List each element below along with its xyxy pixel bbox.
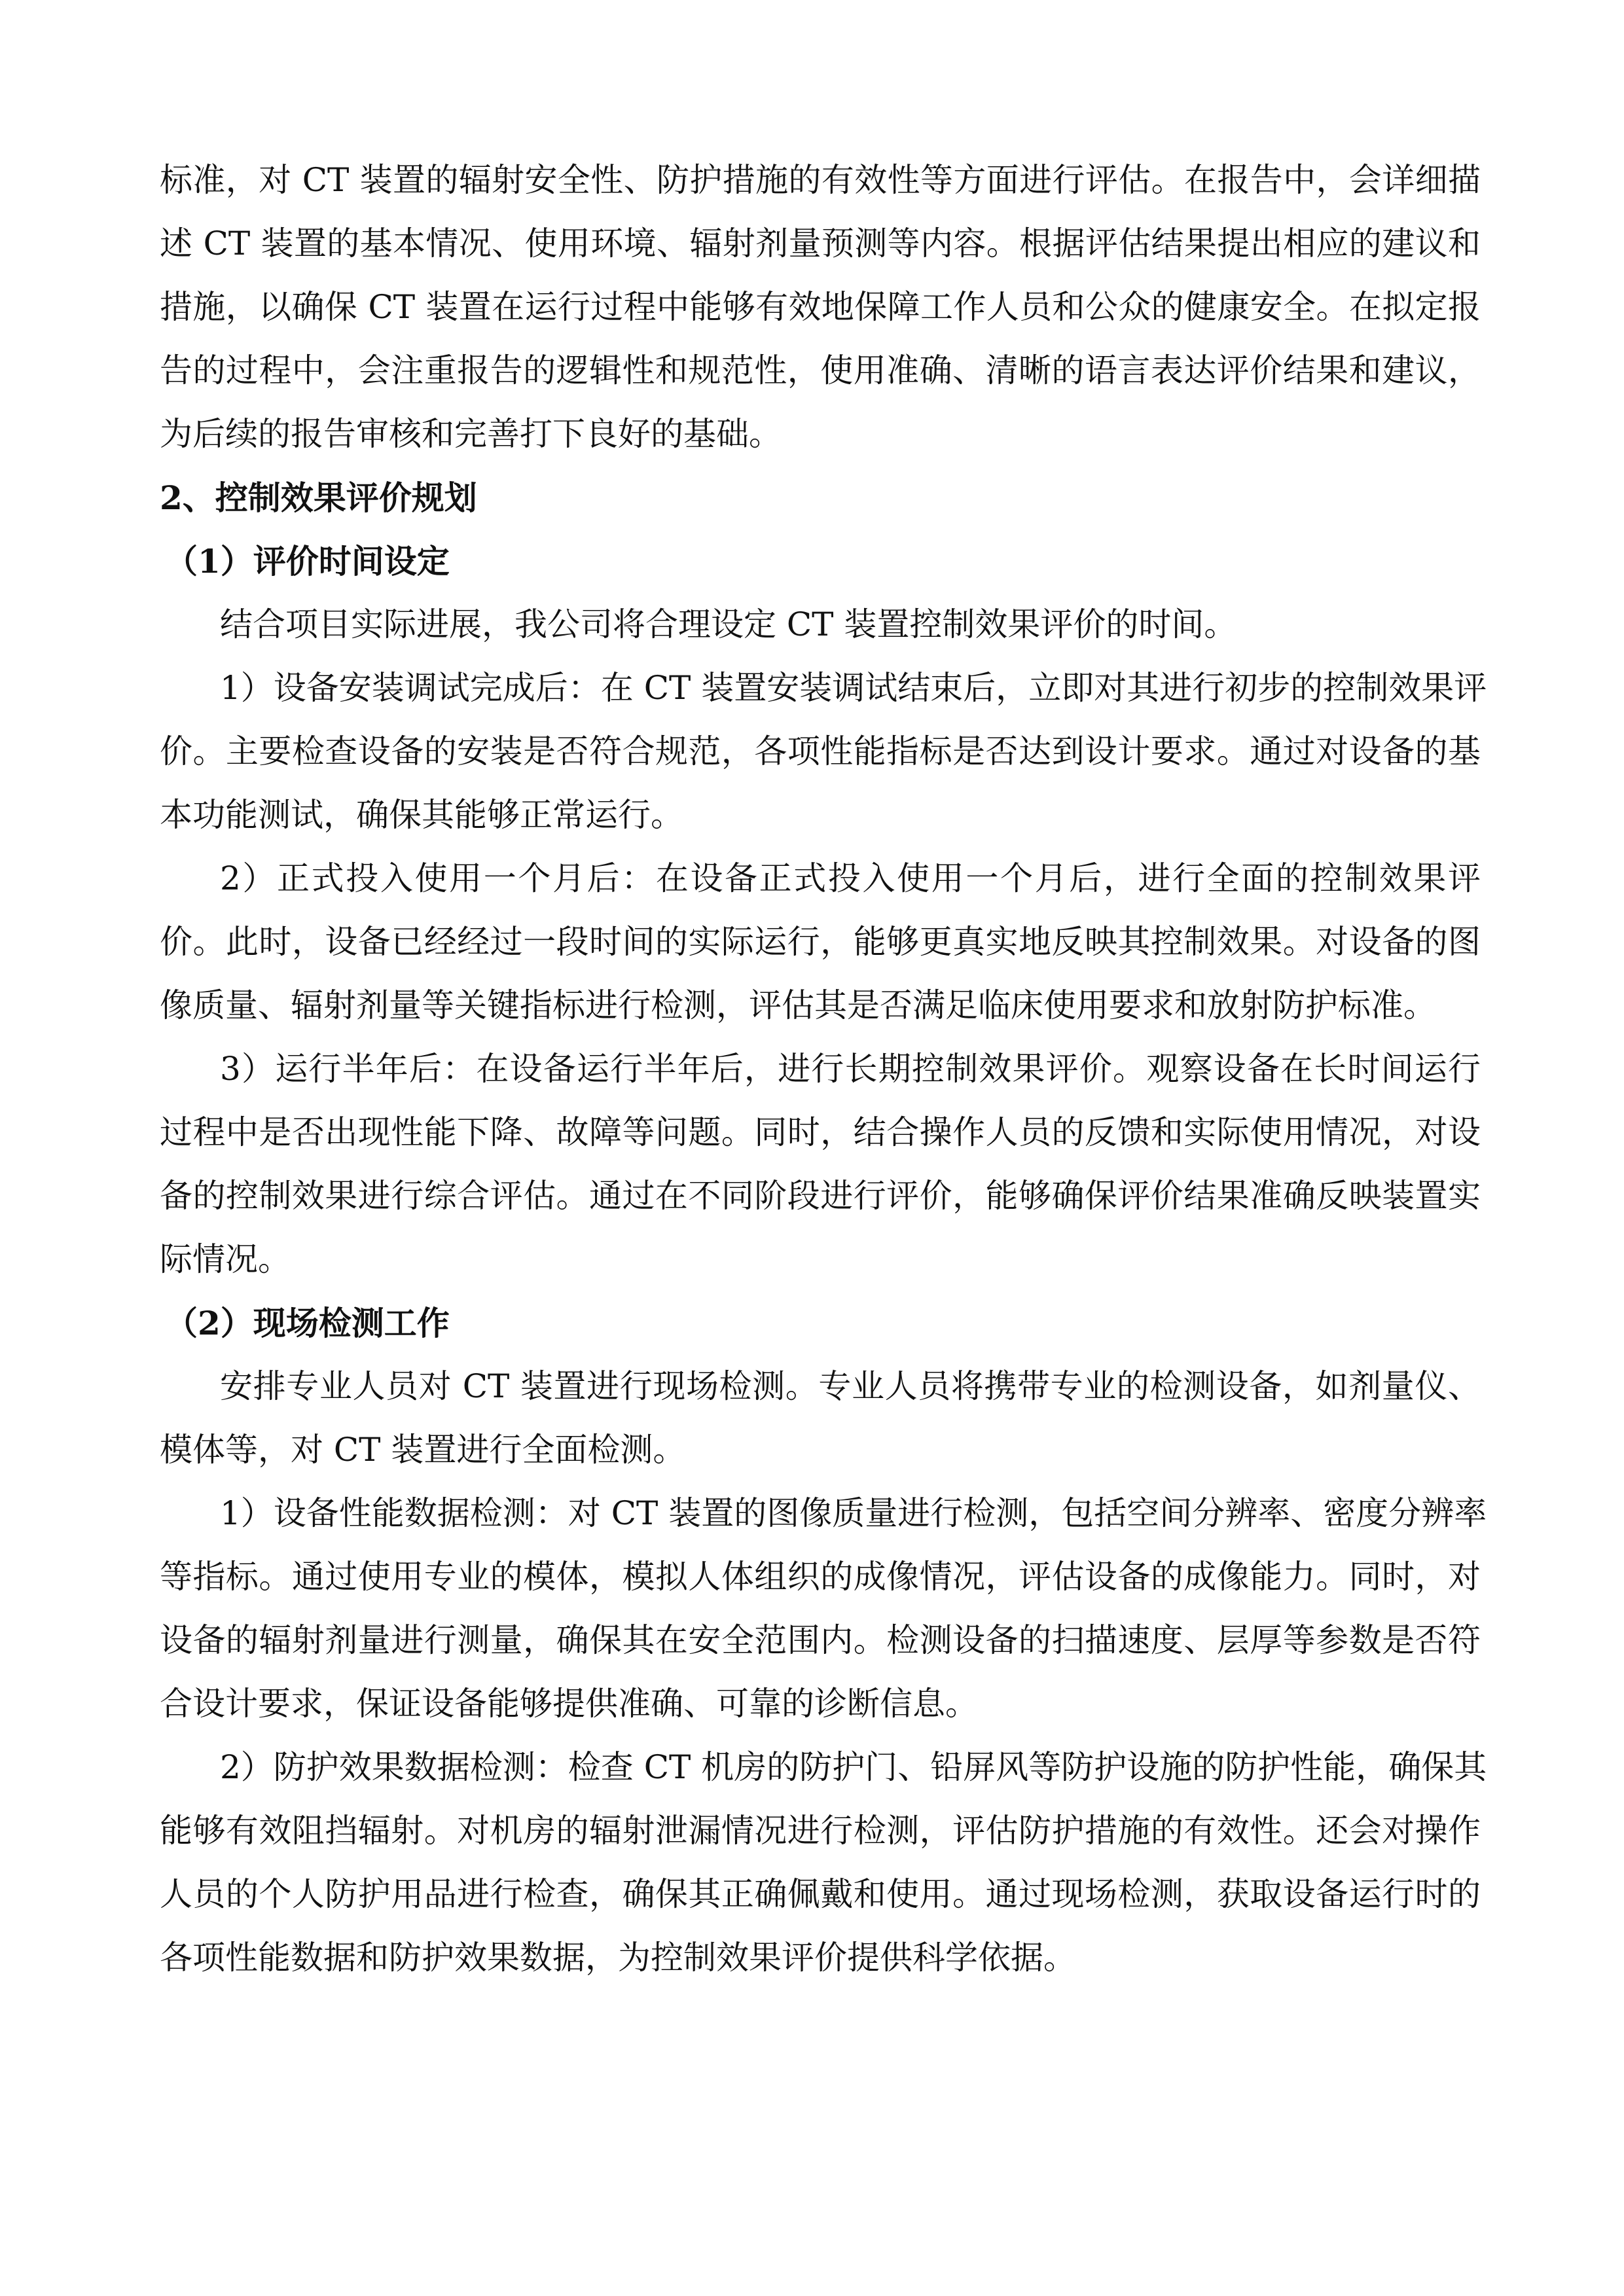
text-line: 能够有效阻挡辐射。对机房的辐射泄漏情况进行检测，评估防护措施的有效性。还会对操作 <box>160 1812 1481 1850</box>
text-line: 像质量、辐射剂量等关键指标进行检测，评估其是否满足临床使用要求和放射防护标准。 <box>160 986 1436 1024</box>
paragraph <box>160 1037 1481 1291</box>
text-line: 结合项目实际进展，我公司将合理设定 CT 装置控制效果评价的时间。 <box>220 605 1237 643</box>
text-line: 1）设备安装调试完成后：在 CT 装置安装调试结束后，立即对其进行初步的控制效果评 <box>220 669 1487 707</box>
text-line: （2）现场检测工作 <box>165 1304 450 1342</box>
document-body <box>160 149 1487 1990</box>
text-line: 等指标。通过使用专业的模体，模拟人体组织的成像情况，评估设备的成像能力。同时，对 <box>160 1558 1481 1596</box>
text-line: 设备的辐射剂量进行测量，确保其在安全范围内。检测设备的扫描速度、层厚等参数是否符 <box>160 1621 1481 1659</box>
subsection-heading <box>160 529 1481 593</box>
paragraph <box>160 1736 1487 1990</box>
paragraph <box>160 656 1487 847</box>
text-line: 告的过程中，会注重报告的逻辑性和规范性，使用准确、清晰的语言表达评价结果和建议， <box>160 351 1481 389</box>
text-line: 合设计要求，保证设备能够提供准确、可靠的诊断信息。 <box>160 1685 978 1723</box>
text-line: 2）正式投入使用一个月后：在设备正式投入使用一个月后，进行全面的控制效果评 <box>220 859 1481 897</box>
section-heading <box>160 466 1481 529</box>
paragraph <box>160 847 1481 1037</box>
paragraph <box>160 1355 1481 1482</box>
text-line: 2、控制效果评价规划 <box>160 478 477 517</box>
text-line: 备的控制效果进行综合评估。通过在不同阶段进行评价，能够确保评价结果准确反映装置实 <box>160 1177 1481 1215</box>
text-line: （1）评价时间设定 <box>165 542 450 581</box>
text-line: 本功能测试，确保其能够正常运行。 <box>160 796 683 834</box>
subsection-heading <box>160 1291 1481 1355</box>
text-line: 各项性能数据和防护效果数据，为控制效果评价提供科学依据。 <box>160 1939 1076 1977</box>
text-line: 价。主要检查设备的安装是否符合规范，各项性能指标是否达到设计要求。通过对设备的基 <box>160 732 1481 770</box>
text-line: 安排专业人员对 CT 装置进行现场检测。专业人员将携带专业的检测设备，如剂量仪、 <box>220 1367 1481 1405</box>
text-line: 价。此时，设备已经经过一段时间的实际运行，能够更真实地反映其控制效果。对设备的图 <box>160 923 1481 961</box>
text-line: 过程中是否出现性能下降、故障等问题。同时，结合操作人员的反馈和实际使用情况，对设 <box>160 1113 1481 1151</box>
text-line: 3）运行半年后：在设备运行半年后，进行长期控制效果评价。观察设备在长时间运行 <box>220 1050 1481 1088</box>
text-line: 际情况。 <box>160 1240 291 1278</box>
paragraph <box>160 149 1481 466</box>
text-line: 2）防护效果数据检测：检查 CT 机房的防护门、铅屏风等防护设施的防护性能，确保其 <box>220 1748 1487 1786</box>
text-line: 模体等，对 CT 装置进行全面检测。 <box>160 1431 686 1469</box>
text-line: 为后续的报告审核和完善打下良好的基础。 <box>160 415 782 453</box>
text-line: 1）设备性能数据检测：对 CT 装置的图像质量进行检测，包括空间分辨率、密度分辨率 <box>220 1494 1487 1532</box>
text-line: 述 CT 装置的基本情况、使用环境、辐射剂量预测等内容。根据评估结果提出相应的建议和 <box>160 224 1481 262</box>
paragraph <box>160 1482 1487 1736</box>
text-line: 人员的个人防护用品进行检查，确保其正确佩戴和使用。通过现场检测，获取设备运行时的 <box>160 1875 1481 1913</box>
text-line: 措施，以确保 CT 装置在运行过程中能够有效地保障工作人员和公众的健康安全。在拟定报 <box>160 288 1481 326</box>
text-line: 标准，对 CT 装置的辐射安全性、防护措施的有效性等方面进行评估。在报告中，会详细描 <box>160 161 1481 199</box>
paragraph <box>160 593 1481 656</box>
